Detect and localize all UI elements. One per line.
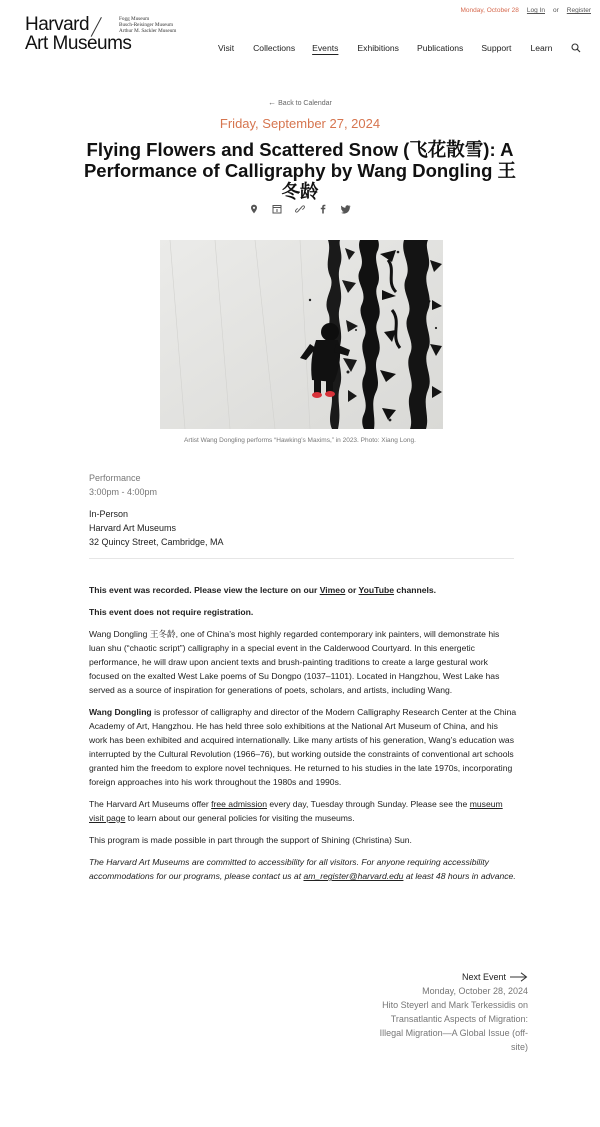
bio-text: is professor of calligraphy and director of the Modern Calligraphy Research Center at the China Academy of Art, Hangzhou. He has held three solo exhibitions at the National Art Museum of China, and his work has been exhibited and acquired internationally. Like many artists of his generation, Wang’s education was interrupted by the Cultural Revolution (1966–76), but working outside the constraints of conventional art schools granted him the freedom to explore novel techniques. He returned to his studies in the late 1970s, incorporating foreign approaches into his work throughout the 1980s and 1990s. [89,707,517,787]
register-link[interactable]: Register [566,7,591,14]
twitter-icon[interactable] [341,204,351,214]
nav-visit[interactable]: Visit [218,43,235,53]
nav-exhibitions[interactable]: Exhibitions [357,43,399,53]
email-link[interactable]: am_register@harvard.edu [303,871,404,882]
admission-text-3: to learn about our general policies for visiting the museums. [125,812,355,823]
event-image [160,240,443,429]
next-event-title[interactable]: Hito Steyerl and Mark Terkessidis on Transatlantic Aspects of Migration: Illegal Migration—A Global Issue (off-site) [379,1000,528,1052]
today-date: Monday, October 28 [460,7,519,14]
logo-sub-sackler: Arthur M. Sackler Museum [119,27,177,34]
event-title: Flying Flowers and Scattered Snow (飞花散雪): A Performance of Calligraphy by Wang Dongling 王冬龄 [83,139,517,202]
event-date: Friday, September 27, 2024 [219,116,381,131]
calendar-icon[interactable] [272,204,282,214]
arrow-left-icon: ← [268,98,277,107]
event-type: Performance [89,473,141,483]
share-toolbar [249,204,351,214]
facebook-icon[interactable] [318,204,328,214]
logo-wordmark [25,15,131,53]
event-time: 3:00pm - 4:00pm [89,487,158,497]
event-location [89,507,224,549]
bio-name: Wang Dongling [89,707,152,718]
nav-collections[interactable]: Collections [253,43,296,53]
free-admission-link[interactable]: free admission [211,798,267,809]
or-text: or [553,7,559,14]
logo-sub-fogg: Fogg Museum [119,16,150,22]
recorded-text: This event was recorded. Please view the lecture on our [89,585,320,595]
logo-line-2: Art Museums [25,33,132,54]
next-event-date: Monday, October 28, 2024 [422,986,528,996]
back-link-label: Back to Calendar [278,100,332,107]
recorded-suffix: channels. [394,585,437,595]
event-format: In-Person [89,509,129,519]
accessibility-paragraph [89,856,517,884]
back-to-calendar-link[interactable] [0,98,600,107]
admission-text-2: every day, Tuesday through Sunday. Please see the [267,798,470,809]
nav-learn[interactable]: Learn [530,43,553,53]
logo-subtitle [119,17,176,34]
main-nav [218,43,552,53]
access-text-2: at least 48 hours in advance. [403,871,516,882]
next-event[interactable] [378,970,528,1054]
admission-paragraph [89,798,517,826]
youtube-link[interactable]: YouTube [358,585,395,595]
nav-publications[interactable]: Publications [416,43,464,53]
location-icon[interactable] [249,204,259,214]
calligraphy-performance-image [160,240,443,429]
event-description [89,584,517,892]
support-paragraph: This program is made possible in part through the support of Shining (Christina) Sun. [89,835,412,846]
or-joiner: or [345,585,359,595]
section-divider [89,558,514,559]
link-icon[interactable] [295,204,305,214]
nav-support[interactable]: Support [481,43,512,53]
utility-bar [461,7,592,14]
logo-line-1: Harvard [25,14,90,35]
event-address: 32 Quincy Street, Cambridge, MA [89,537,224,547]
next-event-label-text: Next Event [461,972,506,982]
access-text-1: The Harvard Art Museums are committed to accessibility for all visitors. For anyone requiring accessibility accommodations for our programs, please contact us at [89,857,489,882]
event-venue: Harvard Art Museums [89,523,177,533]
registration-notice: This event does not require registration. [89,607,254,618]
bio-paragraph [89,706,517,789]
logo-sub-busch: Busch-Reisinger Museum [119,21,174,28]
image-caption: Artist Wang Dongling performs “Hawking’s Maxims,” in 2023. Photo: Xiang Long. [184,437,416,444]
vimeo-link[interactable]: Vimeo [319,585,346,595]
arrow-right-icon [510,972,528,982]
site-header [0,0,600,70]
description-paragraph: Wang Dongling 王冬龄, one of China’s most highly regarded contemporary ink painters, will demonstrate his luan shu (“chaotic script”) calligraphy in a special event in the Calderwood Courtyard. In this energetic performance, he will draw upon ancient texts and brush-painting traditions to create a large gestural work focused on the exalted West Lake poems of Su Dongpo (1037–1101). Located in Hangzhou, West Lake has served as a source of inspiration for generations of poets, scholars, and artists, including Wang. [89,629,500,696]
site-logo[interactable] [25,15,185,55]
search-icon[interactable] [571,43,581,53]
login-link[interactable]: Log In [526,7,545,14]
museum-visit-link[interactable]: museum visit page [89,798,503,823]
admission-text-1: The Harvard Art Museums offer [89,798,212,809]
nav-events[interactable]: Events [312,43,339,53]
next-event-label[interactable] [462,970,528,984]
recorded-notice [89,584,517,598]
event-details [89,471,157,499]
